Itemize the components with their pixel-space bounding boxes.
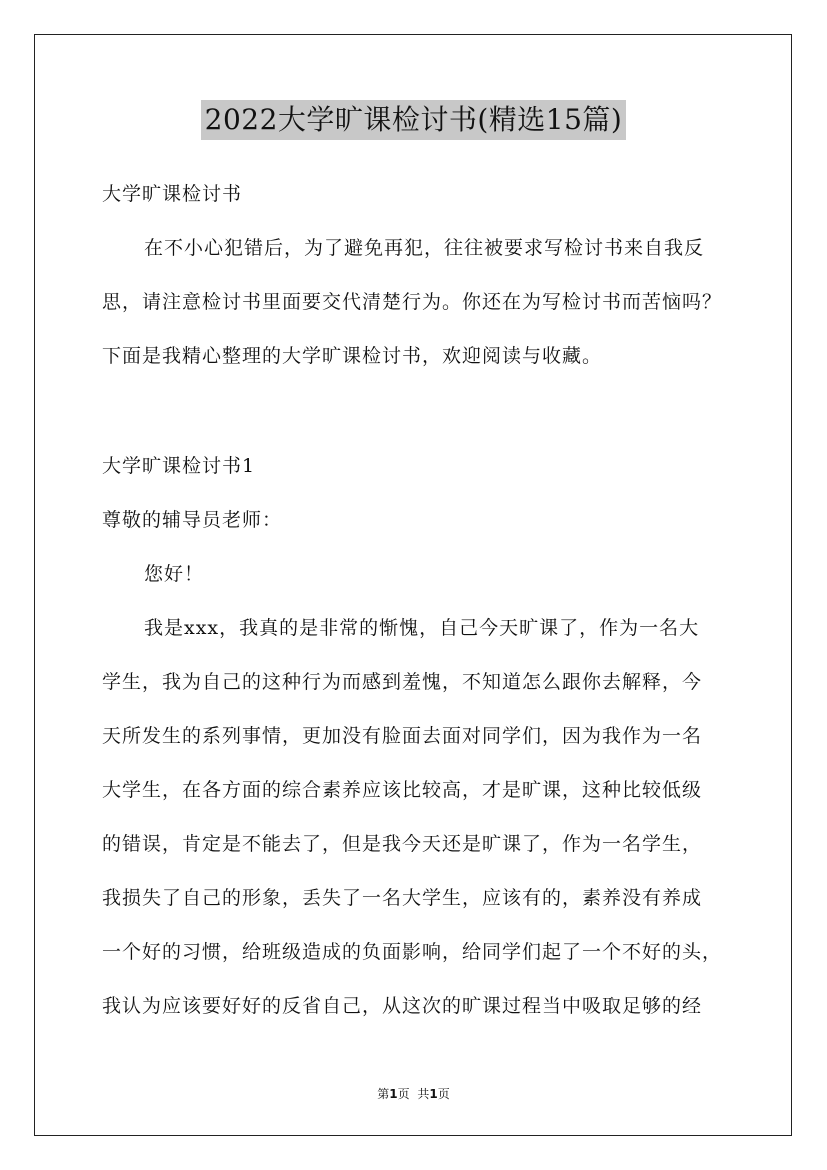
intro-line: 在不小心犯错后，为了避免再犯，往往被要求写检讨书来自我反: [144, 237, 705, 259]
body-line: 大学生，在各方面的综合素养应该比较高，才是旷课，这种比较低级: [102, 779, 703, 801]
document-title: 2022大学旷课检讨书(精选15篇): [201, 100, 627, 140]
title-container: [0, 100, 827, 140]
body-line: 我认为应该要好好的反省自己，从这次的旷课过程当中吸取足够的经: [102, 995, 703, 1017]
footer-total-unit: 页: [437, 1087, 450, 1101]
greeting: 您好！: [144, 563, 205, 585]
intro-line: 思，请注意检讨书里面要交代清楚行为。你还在为写检讨书而苦恼吗？: [102, 291, 723, 313]
footer-page-number: 1: [389, 1087, 398, 1101]
intro-heading: 大学旷课检讨书: [102, 183, 243, 205]
intro-line: 下面是我精心整理的大学旷课检讨书，欢迎阅读与收藏。: [102, 345, 603, 367]
section-heading: 大学旷课检讨书1: [102, 455, 256, 477]
footer-page-label: 第: [377, 1087, 390, 1101]
salutation: 尊敬的辅导员老师：: [102, 509, 283, 531]
body-line: 学生，我为自己的这种行为而感到羞愧，不知道怎么跟你去解释，今: [102, 671, 703, 693]
body-line: 天所发生的系列事情，更加没有脸面去面对同学们，因为我作为一名: [102, 725, 703, 747]
body-line: 的错误，肯定是不能去了，但是我今天还是旷课了，作为一名学生，: [102, 833, 703, 855]
page-footer: [0, 1085, 827, 1102]
footer-page-unit: 页: [397, 1087, 410, 1101]
footer-total-number: 1: [429, 1087, 438, 1101]
body-line: 我损失了自己的形象，丢失了一名大学生，应该有的，素养没有养成: [102, 887, 703, 909]
body-line: 一个好的习惯，给班级造成的负面影响，给同学们起了一个不好的头，: [102, 941, 723, 963]
body-line: 我是xxx，我真的是非常的惭愧，自己今天旷课了，作为一名大: [144, 617, 700, 639]
footer-total-label: 共: [417, 1087, 430, 1101]
